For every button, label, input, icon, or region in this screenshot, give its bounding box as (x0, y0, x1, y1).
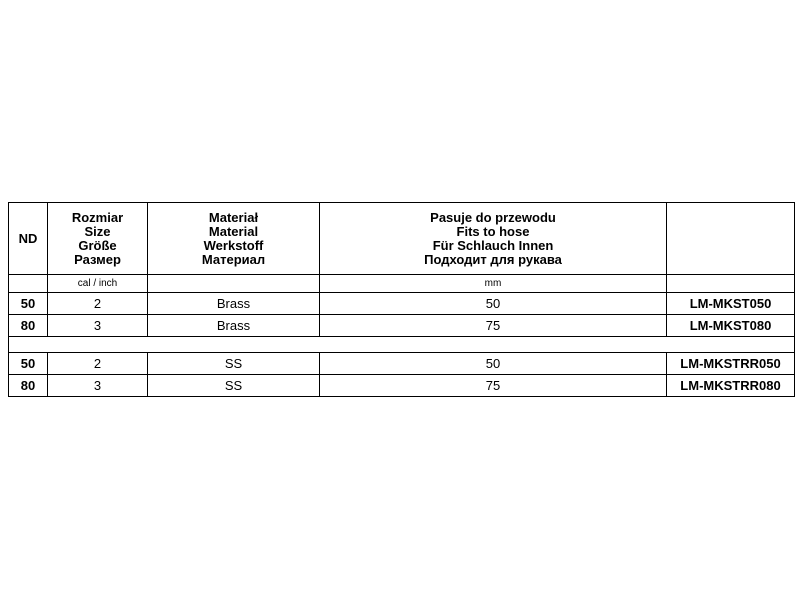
header-size-ru: Размер (74, 251, 121, 267)
header-code (667, 203, 795, 275)
table-header-row (9, 203, 795, 275)
header-material (148, 203, 320, 275)
units-row (9, 275, 795, 293)
header-material-en: Material (208, 223, 259, 239)
cell-size: 3 (48, 375, 148, 397)
cell-code: LM-MKSTRR080 (667, 375, 795, 397)
units-size: cal / inch (48, 275, 148, 293)
header-fits-hose (320, 203, 667, 275)
cell-material: SS (148, 353, 320, 375)
table-row (9, 353, 795, 375)
header-material-pl: Materiał (208, 209, 259, 225)
group-separator (9, 337, 795, 353)
table-row (9, 375, 795, 397)
units-nd (9, 275, 48, 293)
cell-code: LM-MKST050 (667, 293, 795, 315)
header-size-pl: Rozmiar (71, 209, 124, 225)
cell-material: Brass (148, 315, 320, 337)
product-spec-table (8, 202, 795, 397)
header-material-ru: Материал (201, 251, 266, 267)
cell-size: 2 (48, 293, 148, 315)
cell-material: Brass (148, 293, 320, 315)
header-size (48, 203, 148, 275)
cell-material: SS (148, 375, 320, 397)
header-nd: ND (9, 203, 48, 275)
cell-fits: 75 (320, 315, 667, 337)
cell-code: LM-MKST080 (667, 315, 795, 337)
cell-code: LM-MKSTRR050 (667, 353, 795, 375)
units-fits: mm (320, 275, 667, 293)
header-size-en: Size (84, 223, 111, 239)
header-fits-de: Für Schlauch Innen (432, 237, 554, 253)
header-fits-en: Fits to hose (456, 223, 530, 239)
cell-nd: 80 (9, 315, 48, 337)
cell-size: 3 (48, 315, 148, 337)
table-row (9, 315, 795, 337)
header-fits-pl: Pasuje do przewodu (430, 209, 556, 225)
cell-nd: 50 (9, 353, 48, 375)
cell-fits: 50 (320, 293, 667, 315)
header-size-de: Größe (78, 237, 117, 253)
cell-nd: 50 (9, 293, 48, 315)
cell-size: 2 (48, 353, 148, 375)
cell-nd: 80 (9, 375, 48, 397)
table-row (9, 293, 795, 315)
cell-fits: 50 (320, 353, 667, 375)
header-fits-ru: Подходит для рукава (424, 251, 562, 267)
units-code (667, 275, 795, 293)
header-material-de: Werkstoff (203, 237, 264, 253)
units-material (148, 275, 320, 293)
cell-fits: 75 (320, 375, 667, 397)
group-separator-row (9, 337, 795, 353)
